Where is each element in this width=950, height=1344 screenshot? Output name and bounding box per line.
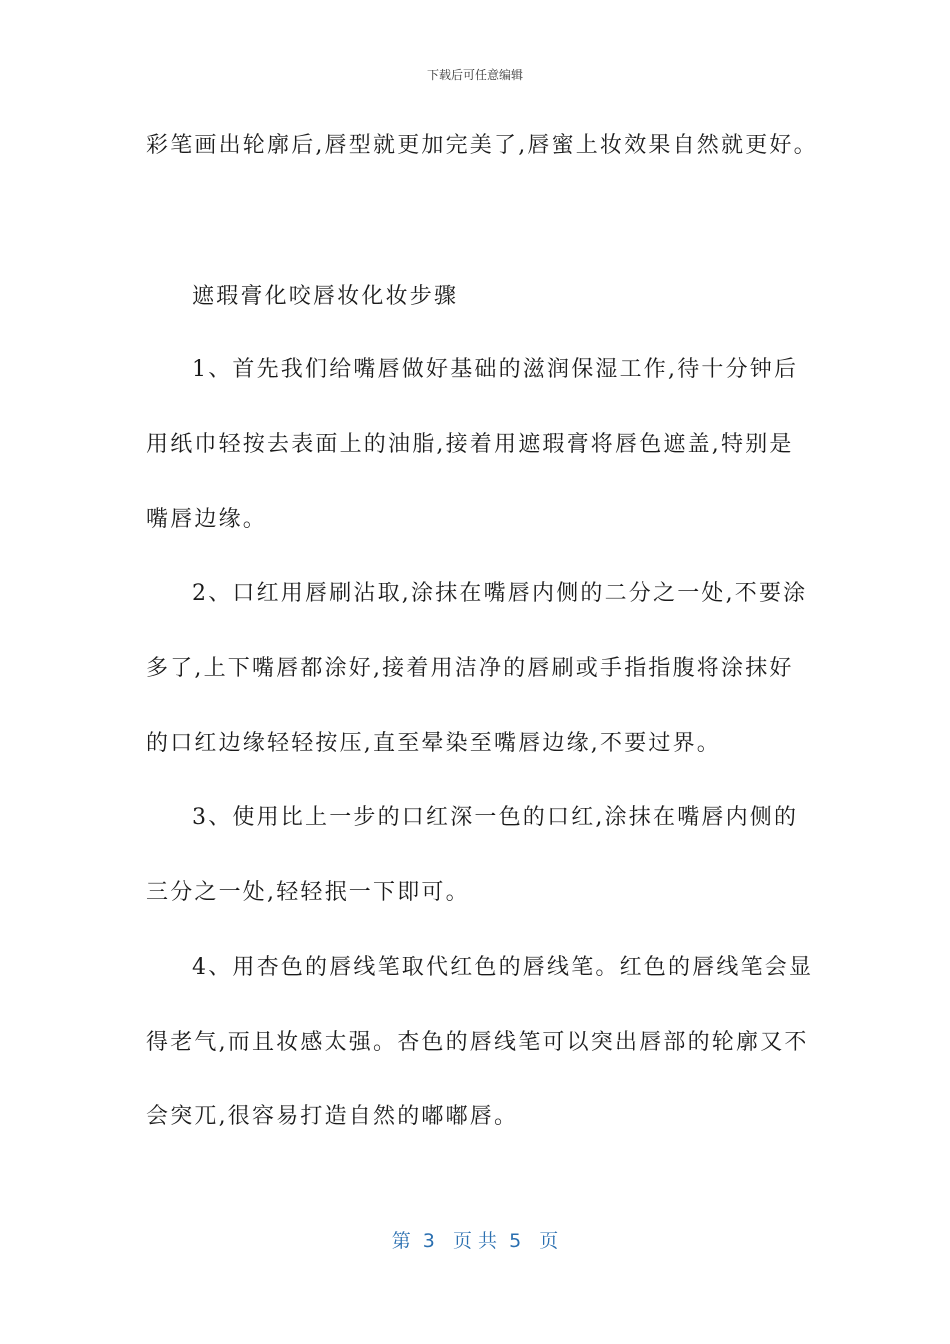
paragraph-line: 多了,上下嘴唇都涂好,接着用洁净的唇刷或手指指腹将涂抹好 — [146, 656, 794, 681]
paragraph-line: 的口红边缘轻轻按压,直至晕染至嘴唇边缘,不要过界。 — [146, 731, 721, 756]
paragraph-line: 得老气,而且妆感太强。杏色的唇线笔可以突出唇部的轮廓又不 — [146, 1030, 809, 1055]
paragraph-line: 4、用杏色的唇线笔取代红色的唇线笔。红色的唇线笔会显 — [192, 955, 814, 980]
section-heading: 遮瑕膏化咬唇妆化妆步骤 — [192, 284, 459, 309]
paragraph-line: 3、使用比上一步的口红深一色的口红,涂抹在嘴唇内侧的 — [192, 805, 799, 830]
page-header: 下载后可任意编辑 — [426, 68, 523, 82]
paragraph-line: 三分之一处,轻轻抿一下即可。 — [146, 880, 470, 905]
paragraph-line: 2、口红用唇刷沾取,涂抹在嘴唇内侧的二分之一处,不要涂 — [192, 581, 808, 606]
page-footer: 第 3 页 共 5 页 — [391, 1230, 559, 1252]
paragraph-line: 会突兀,很容易打造自然的嘟嘟唇。 — [146, 1104, 519, 1129]
paragraph-line: 嘴唇边缘。 — [146, 507, 268, 532]
paragraph-line: 1、首先我们给嘴唇做好基础的滋润保湿工作,待十分钟后 — [192, 357, 799, 382]
paragraph-line: 彩笔画出轮廓后,唇型就更加完美了,唇蜜上妆效果自然就更好。 — [146, 133, 818, 158]
paragraph-line: 用纸巾轻按去表面上的油脂,接着用遮瑕膏将唇色遮盖,特别是 — [146, 432, 794, 457]
